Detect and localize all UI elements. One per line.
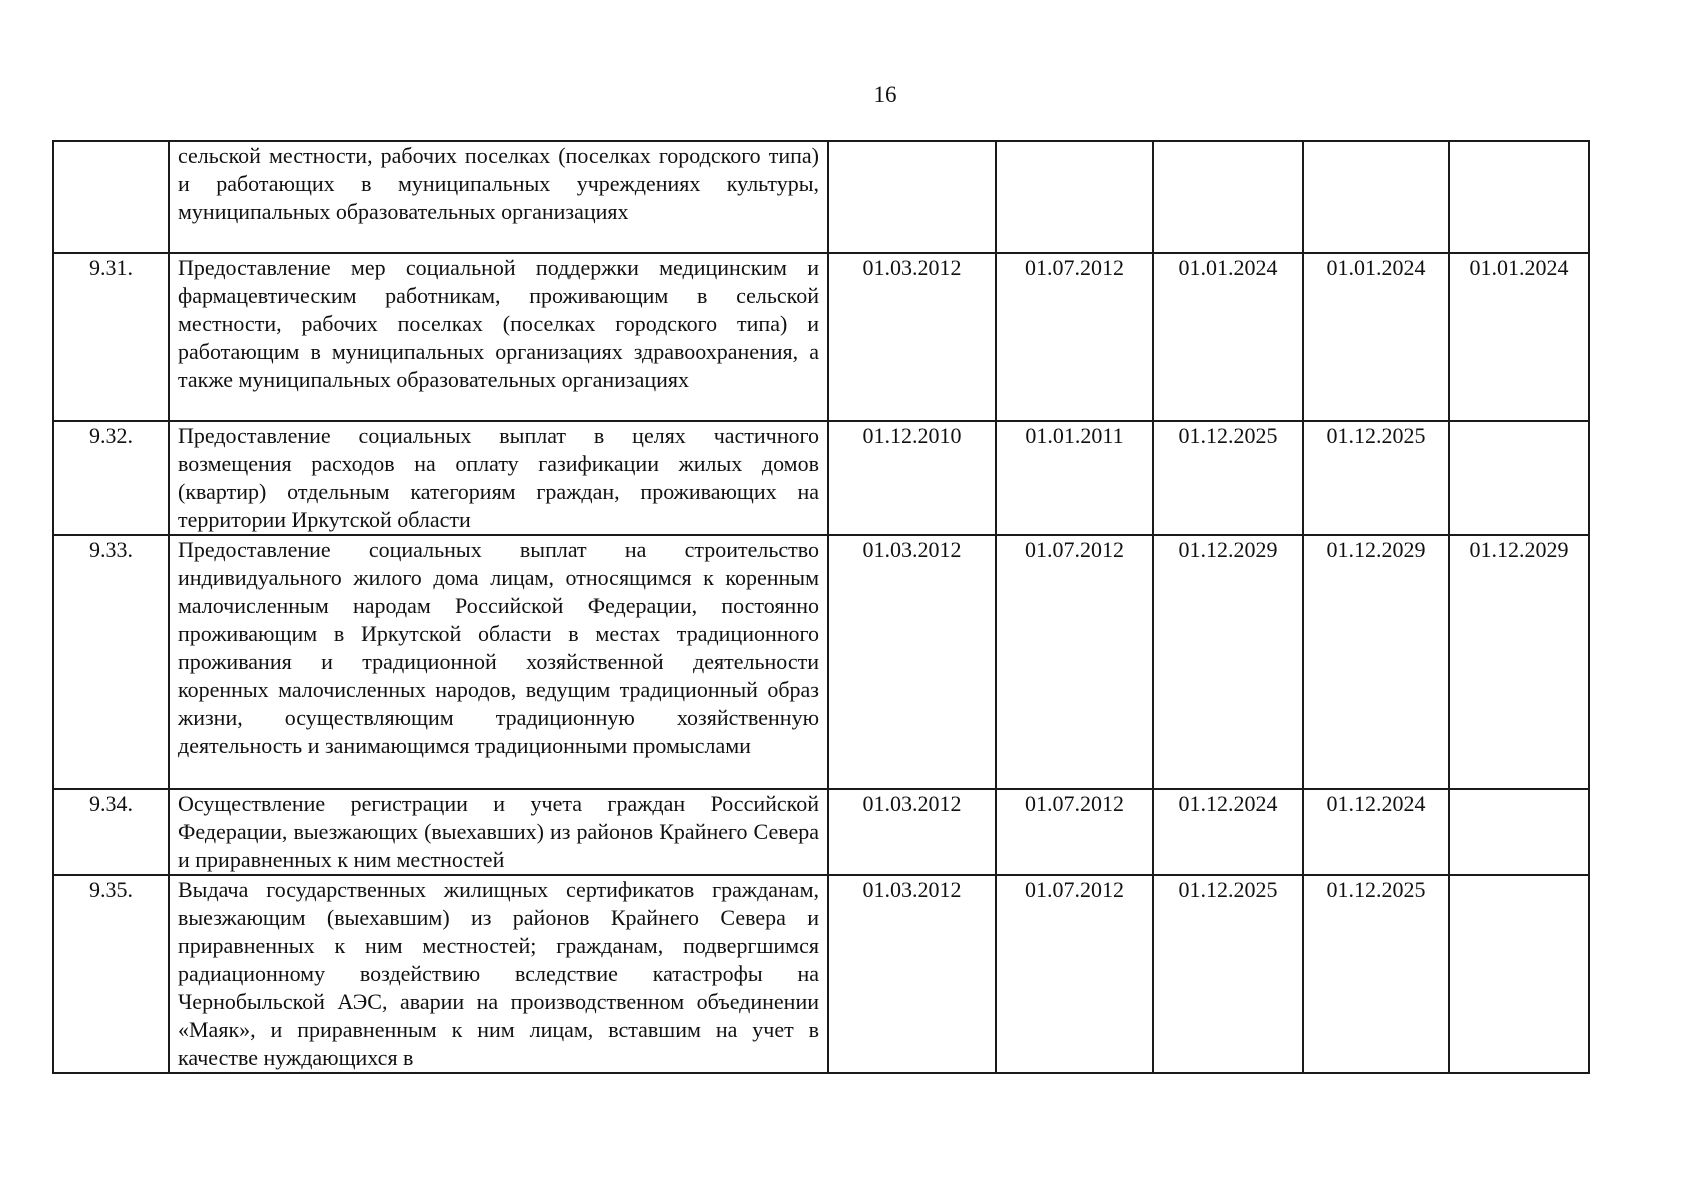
date-cell: 01.12.2025 [1153,875,1303,1073]
date-cell [1153,141,1303,253]
table-row [53,421,1589,535]
date-cell [1303,141,1449,253]
page-number: 16 [873,82,897,107]
date-cell [1449,789,1589,875]
table-row [53,789,1589,875]
date-cell: 01.12.2029 [1303,535,1449,789]
date-cell: 01.12.2029 [1449,535,1589,789]
table-row [53,141,1589,253]
table-row [53,535,1589,789]
table-row [53,253,1589,421]
date-cell [996,141,1153,253]
row-description: Предоставление социальных выплат на строительство индивидуального жилого дома лицам, относящимся к коренным малочисленным народам Российской Федерации, постоянно проживающим в Иркутской области в местах традиционного проживания и традиционной хозяйственной деятельности коренных малочисленных народов, ведущим традиционный образ жизни, осуществляющим традиционную хозяйственную деятельность и занимающимся традиционными промыслами [169,535,828,789]
date-cell: 01.01.2024 [1303,253,1449,421]
date-cell: 01.12.2024 [1153,789,1303,875]
date-cell: 01.01.2024 [1449,253,1589,421]
table-row [53,875,1589,1073]
date-cell: 01.01.2011 [996,421,1153,535]
date-cell: 01.01.2024 [1153,253,1303,421]
date-cell [1449,421,1589,535]
date-cell: 01.07.2012 [996,535,1153,789]
date-cell: 01.07.2012 [996,789,1153,875]
row-number: 9.32. [53,421,169,535]
date-cell: 01.03.2012 [828,789,996,875]
row-number [53,141,169,253]
date-cell [1449,875,1589,1073]
date-cell: 01.12.2025 [1303,875,1449,1073]
row-number: 9.34. [53,789,169,875]
date-cell: 01.03.2012 [828,253,996,421]
date-cell: 01.07.2012 [996,253,1153,421]
row-description: сельской местности, рабочих поселках (поселках городского типа) и работающих в муниципальных учреждениях культуры, муниципальных образовательных организациях [169,141,828,253]
date-cell: 01.12.2024 [1303,789,1449,875]
date-cell: 01.12.2010 [828,421,996,535]
date-cell: 01.03.2012 [828,875,996,1073]
row-description: Предоставление мер социальной поддержки медицинским и фармацевтическим работникам, проживающим в сельской местности, рабочих поселках (поселках городского типа) и работающим в муниципальных организациях здравоохранения, а также муниципальных образовательных организациях [169,253,828,421]
row-description: Выдача государственных жилищных сертификатов гражданам, выезжающим (выехавшим) из районов Крайнего Севера и приравненных к ним местностей; гражданам, подвергшимся радиационному воздействию вследствие катастрофы на Чернобыльской АЭС, аварии на производственном объединении «Маяк», и приравненным к ним лицам, вставшим на учет в качестве нуждающихся в [169,875,828,1073]
services-table [52,140,1590,1074]
date-cell: 01.12.2025 [1153,421,1303,535]
row-number: 9.31. [53,253,169,421]
row-number: 9.33. [53,535,169,789]
date-cell: 01.07.2012 [996,875,1153,1073]
row-number: 9.35. [53,875,169,1073]
date-cell: 01.12.2025 [1303,421,1449,535]
date-cell: 01.03.2012 [828,535,996,789]
date-cell [1449,141,1589,253]
date-cell [828,141,996,253]
row-description: Осуществление регистрации и учета граждан Российской Федерации, выезжающих (выехавших) из районов Крайнего Севера и приравненных к ним местностей [169,789,828,875]
date-cell: 01.12.2029 [1153,535,1303,789]
row-description: Предоставление социальных выплат в целях частичного возмещения расходов на оплату газификации жилых домов (квартир) отдельным категориям граждан, проживающих на территории Иркутской области [169,421,828,535]
